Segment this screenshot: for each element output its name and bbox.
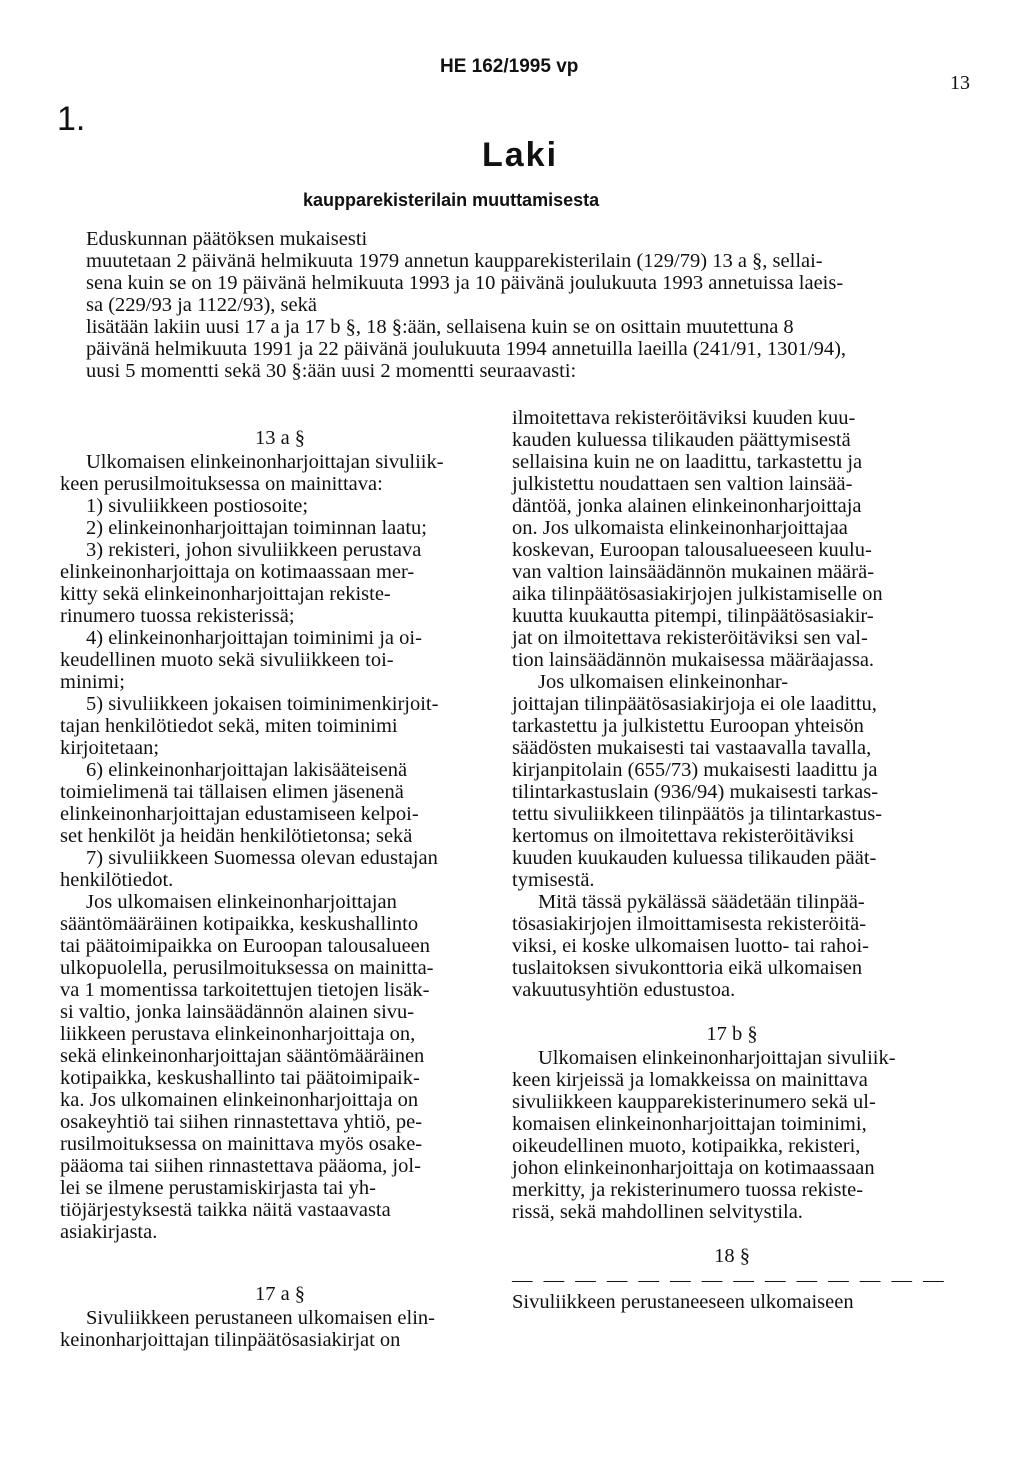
intro-paragraph bbox=[86, 228, 961, 382]
text-line: tajan henkilötiedot sekä, miten toiminimi bbox=[60, 715, 398, 737]
text-line: säädösten mukaisesti tai vastaavalla tavalla, bbox=[512, 737, 872, 759]
text-line: vakuutusyhtiön edustustoa. bbox=[512, 979, 736, 1001]
right-column bbox=[512, 407, 952, 1313]
text-line: kuutta kuukautta pitempi, tilinpäätösasiakir- bbox=[512, 605, 874, 627]
text-line: van valtion lainsäädännön mukainen määrä- bbox=[512, 561, 875, 583]
text-line: tion lainsäädännön mukaisessa määräajassa. bbox=[512, 649, 875, 671]
text-line: 2) elinkeinonharjoittajan toiminnan laatu; bbox=[86, 517, 428, 539]
text-line: kauden kuluessa tilikauden päättymisestä bbox=[512, 429, 851, 451]
text-line: 4) elinkeinonharjoittajan toiminimi ja oi- bbox=[86, 627, 422, 649]
section-heading-17a: 17 a § bbox=[254, 1283, 306, 1305]
text-line: keudellinen muoto sekä sivuliikkeen toi- bbox=[60, 649, 394, 671]
section-heading-13a: 13 a § bbox=[254, 427, 306, 449]
text-line: aika tilinpäätösasiakirjojen julkistamiselle on bbox=[512, 583, 883, 605]
text-line: komaisen elinkeinonharjoittajan toiminimi, bbox=[512, 1113, 867, 1135]
text-line: joittajan tilinpäätösasiakirjoja ei ole laadittu, bbox=[512, 693, 877, 715]
text-line: Ulkomaisen elinkeinonharjoittajan sivuliik- bbox=[538, 1047, 896, 1069]
text-line: 1) sivuliikkeen postiosoite; bbox=[86, 495, 309, 517]
text-line: kuuden kuukauden kuluessa tilikauden päät- bbox=[512, 847, 877, 869]
text-line: keen perusilmoituksessa on mainittava: bbox=[60, 473, 383, 495]
text-line: keinonharjoittajan tilinpäätösasiakirjat on bbox=[60, 1329, 401, 1351]
text-line: rissä, sekä mahdollinen selvitystila. bbox=[512, 1201, 803, 1223]
text-line: ilmoitettava rekisteröitäviksi kuuden kuu- bbox=[512, 407, 856, 429]
section-13a-body bbox=[60, 451, 500, 1243]
text-line: va 1 momentissa tarkoitettujen tietojen lisäk- bbox=[60, 979, 430, 1001]
text-line: Mitä tässä pykälässä säädetään tilinpää- bbox=[538, 891, 865, 913]
intro-line: päivänä helmikuuta 1991 ja 22 päivänä joulukuuta 1994 annetuilla laeilla (241/91, 1301/94), bbox=[86, 338, 847, 360]
text-line: tuslaitoksen sivukonttoria eikä ulkomaisen bbox=[512, 957, 863, 979]
text-line: henkilötiedot. bbox=[60, 869, 174, 891]
section-17a-continuation bbox=[512, 407, 952, 1001]
text-line: 7) sivuliikkeen Suomessa olevan edustajan bbox=[86, 847, 438, 869]
intro-line: lisätään lakiin uusi 17 a ja 17 b §, 18 §:ään, sellaisena kuin se on osittain muutettuna 8 bbox=[86, 316, 794, 338]
text-line: 3) rekisteri, johon sivuliikkeen perustava bbox=[86, 539, 422, 561]
text-line: kitty sekä elinkeinonharjoittajan rekiste- bbox=[60, 583, 391, 605]
omission-dashes: — — — — — — — — — — — — — — bbox=[512, 1269, 947, 1291]
intro-line: Eduskunnan päätöksen mukaisesti bbox=[86, 228, 368, 250]
text-line: sekä elinkeinonharjoittajan sääntömääräinen bbox=[60, 1045, 425, 1067]
text-line: si valtio, jonka lainsäädännön alainen sivu- bbox=[60, 1001, 415, 1023]
text-line: rinumero tuossa rekisterissä; bbox=[60, 605, 295, 627]
text-line: tymisestä. bbox=[512, 869, 595, 891]
section-heading-17b: 17 b § bbox=[706, 1023, 758, 1045]
document-id: HE 162/1995 vp bbox=[440, 56, 579, 77]
left-column bbox=[60, 427, 500, 1351]
text-line: tarkastettu ja julkistettu Euroopan yhteisön bbox=[512, 715, 864, 737]
section-heading-18: 18 § bbox=[714, 1245, 750, 1267]
text-line: 5) sivuliikkeen jokaisen toiminimenkirjoit- bbox=[86, 693, 439, 715]
intro-line: uusi 5 momentti sekä 30 §:ään uusi 2 momentti seuraavasti: bbox=[86, 360, 577, 382]
section-17b-body bbox=[512, 1047, 952, 1223]
text-line: kertomus on ilmoitettava rekisteröitäviksi bbox=[512, 825, 855, 847]
text-line: viksi, ei koske ulkomaisen luotto- tai rahoi- bbox=[512, 935, 869, 957]
text-line: sivuliikkeen kaupparekisterinumero sekä ul- bbox=[512, 1091, 876, 1113]
text-line: Sivuliikkeen perustaneen ulkomaisen elin- bbox=[86, 1307, 435, 1329]
section-18-body bbox=[512, 1291, 952, 1313]
section-17a-body bbox=[60, 1307, 500, 1351]
text-line: toimielimenä tai tällaisen elimen jäsenenä bbox=[60, 781, 404, 803]
text-line: set henkilöt ja heidän henkilötietonsa; sekä bbox=[60, 825, 413, 847]
text-line: jat on ilmoitettava rekisteröitäviksi sen val- bbox=[512, 627, 868, 649]
text-line: keen kirjeissä ja lomakkeissa on mainittava bbox=[512, 1069, 868, 1091]
intro-line: muutetaan 2 päivänä helmikuuta 1979 annetun kaupparekisterilain (129/79) 13 a §, sellai- bbox=[86, 250, 823, 272]
text-line: tilintarkastuslain (936/94) mukaisesti tarkas- bbox=[512, 781, 879, 803]
text-line: däntöä, jonka alainen elinkeinonharjoittaja bbox=[512, 495, 862, 517]
text-line: tettu sivuliikkeen tilinpäätös ja tilintarkastus- bbox=[512, 803, 883, 825]
text-line: ka. Jos ulkomainen elinkeinonharjoittaja on bbox=[60, 1089, 419, 1111]
text-line: sääntömääräinen kotipaikka, keskushallinto bbox=[60, 913, 419, 935]
page-number: 13 bbox=[950, 72, 970, 94]
text-line: elinkeinonharjoittaja on kotimaassaan mer- bbox=[60, 561, 415, 583]
intro-line: sa (229/93 ja 1122/93), sekä bbox=[86, 294, 317, 316]
text-line: on. Jos ulkomaista elinkeinonharjoittajaa bbox=[512, 517, 848, 539]
intro-line: sena kuin se on 19 päivänä helmikuuta 1993 ja 10 päivänä joulukuuta 1993 annetuissa laeis- bbox=[86, 272, 844, 294]
text-line: koskevan, Euroopan talousalueeseen kuulu- bbox=[512, 539, 872, 561]
text-line: 6) elinkeinonharjoittajan lakisääteisenä bbox=[86, 759, 408, 781]
text-line: kirjoitetaan; bbox=[60, 737, 160, 759]
text-line: lei se ilmene perustamiskirjasta tai yh- bbox=[60, 1177, 376, 1199]
law-subtitle: kaupparekisterilain muuttamisesta bbox=[303, 190, 600, 210]
text-line: tai päätoimipaikka on Euroopan talousalueen bbox=[60, 935, 431, 957]
text-line: tiöjärjestyksestä taikka näitä vastaavasta bbox=[60, 1199, 391, 1221]
text-line: julkistettu noudattaen sen valtion lainsää- bbox=[512, 473, 853, 495]
law-title: Laki bbox=[482, 136, 559, 174]
text-line: merkitty, ja rekisterinumero tuossa rekiste- bbox=[512, 1179, 864, 1201]
text-line: kotipaikka, keskushallinto tai päätoimipaik- bbox=[60, 1067, 420, 1089]
text-line: kirjanpitolain (655/73) mukaisesti laadittu ja bbox=[512, 759, 878, 781]
text-line: osakeyhtiö tai siihen rinnastettava yhtiö, pe- bbox=[60, 1111, 423, 1133]
text-line: sellaisina kuin ne on laadittu, tarkastettu ja bbox=[512, 451, 863, 473]
text-line: elinkeinonharjoittajan edustamiseen kelpoi- bbox=[60, 803, 419, 825]
text-line: minimi; bbox=[60, 671, 125, 693]
text-line: rusilmoituksessa on mainittava myös osake- bbox=[60, 1133, 423, 1155]
text-line: tösasiakirjojen ilmoittamisesta rekisteröitä- bbox=[512, 913, 867, 935]
text-line: Jos ulkomaisen elinkeinonhar- bbox=[538, 671, 789, 693]
text-line: Ulkomaisen elinkeinonharjoittajan sivuliik- bbox=[86, 451, 444, 473]
text-line: johon elinkeinonharjoittaja on kotimaassaan bbox=[512, 1157, 875, 1179]
text-line: oikeudellinen muoto, kotipaikka, rekisteri, bbox=[512, 1135, 861, 1157]
item-number: 1. bbox=[57, 100, 86, 138]
text-line: liikkeen perustava elinkeinonharjoittaja on, bbox=[60, 1023, 416, 1045]
text-line: Jos ulkomaisen elinkeinonharjoittajan bbox=[86, 891, 397, 913]
text-line: ulkopuolella, perusilmoituksessa on mainitta- bbox=[60, 957, 434, 979]
text-line: asiakirjasta. bbox=[60, 1221, 158, 1243]
text-line: Sivuliikkeen perustaneeseen ulkomaiseen bbox=[512, 1291, 854, 1313]
text-line: pääoma tai siihen rinnastettava pääoma, jol- bbox=[60, 1155, 421, 1177]
